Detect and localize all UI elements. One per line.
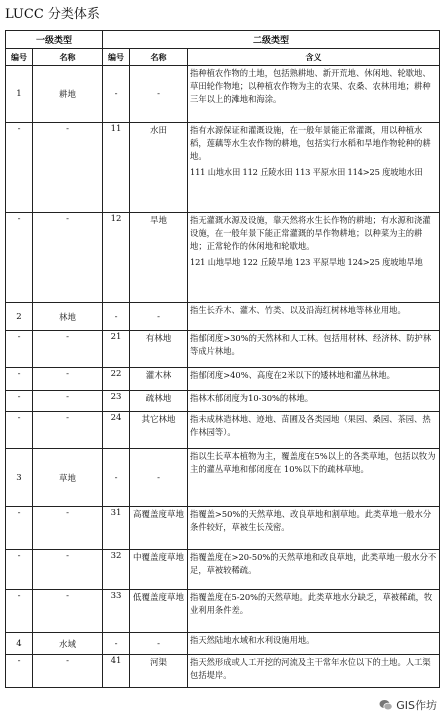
cell-level1-code: - [6,590,33,633]
cell-level1-name: - [33,412,103,449]
cell-level2-code: 12 [103,213,130,303]
meaning-text: 指覆盖度在5-20%的天然草地。此类草地水分缺乏，草被稀疏，牧业利用条件差。 [190,592,433,615]
table-row [6,66,440,123]
cell-meaning [188,368,440,391]
cell-level2-code: 41 [103,655,130,688]
cell-level1-name: - [33,590,103,633]
cell-level2-code: 21 [103,331,130,368]
cell-meaning [188,590,440,633]
cell-meaning [188,213,440,303]
cell-level2-name: 灌木林 [130,368,188,391]
cell-level1-code: 2 [6,303,33,331]
meaning-text: 指种植农作物的土地，包括熟耕地、新开荒地、休闲地、轮歇地、草田轮作物地；以种植农作物为主的农果、农桑、农林用地；耕种三年以上的滩地和海涂。 [190,68,431,104]
meaning-text: 指生长乔木、灌木、竹类、以及沿海红树林地等林业用地。 [190,305,406,315]
cell-meaning [188,331,440,368]
meaning-text: 指郁闭度>30%的天然林和人工林。包括用材林、经济林、防护林等成片林地。 [190,333,432,356]
table-row [6,331,440,368]
cell-level2-name: 低覆盖度草地 [130,590,188,633]
meaning-text: 指未成林造林地、迹地、苗圃及各类园地（果园、桑园、茶园、热作林园等）。 [190,414,431,437]
cell-level1-code: - [6,123,33,213]
table-row [6,412,440,449]
cell-level2-code: - [103,449,130,507]
cell-level1-name: - [33,507,103,550]
cell-level1-code: - [6,507,33,550]
meaning-text: 指覆盖>50%的天然草地、改良草地和割草地。此类草地一般水分条件较好，草被生长茂密。 [190,509,432,532]
cell-level1-code: 3 [6,449,33,507]
meaning-text: 指林木郁闭度为10-30%的林地。 [190,393,314,403]
cell-level1-name: - [33,213,103,303]
cell-level2-code: 31 [103,507,130,550]
watermark [376,696,440,714]
cell-level1-name: 草地 [33,449,103,507]
header-meaning: 含义 [188,49,440,66]
cell-level1-name: 林地 [33,303,103,331]
cell-level2-name: 河渠 [130,655,188,688]
cell-level2-name: - [130,633,188,655]
table-row [6,123,440,213]
cell-level1-code: 1 [6,66,33,123]
table-row [6,507,440,550]
cell-meaning [188,123,440,213]
table-row [6,391,440,412]
cell-level2-code: 32 [103,550,130,590]
cell-level1-code: - [6,412,33,449]
cell-meaning [188,412,440,449]
cell-meaning [188,391,440,412]
cell-level2-name: 疏林地 [130,391,188,412]
cell-level1-code: - [6,655,33,688]
header-level1: 一级类型 [6,31,103,49]
cell-level1-code: 4 [6,633,33,655]
wechat-icon [379,699,393,711]
meaning-text: 指有水源保证和灌溉设施，在一般年景能正常灌溉，用以种植水稻，莲藕等水生农作物的耕地，包括实行水稻和旱地作物轮种的耕地。 [190,125,431,161]
header-name2: 名称 [130,49,188,66]
cell-level1-name: - [33,331,103,368]
header-row-columns [6,49,440,66]
meaning-subclasses: 111 山地水田 112 丘陵水田 113 平原水田 114>25 度坡地水田 [190,167,423,177]
cell-level1-name: - [33,655,103,688]
cell-level1-code: - [6,550,33,590]
cell-level1-code: - [6,213,33,303]
cell-level2-name: - [130,66,188,123]
cell-level1-code: - [6,331,33,368]
cell-level2-name: 其它林地 [130,412,188,449]
meaning-text: 指郁闭度>40%、高度在2米以下的矮林地和灌丛林地。 [190,370,395,380]
header-row-level [6,31,440,49]
table-row [6,303,440,331]
meaning-text: 指以生长草本植物为主，覆盖度在5%以上的各类草地，包括以牧为主的灌丛草地和郁闭度在 10%以下的疏林草地。 [190,451,436,474]
cell-level1-code: - [6,391,33,412]
table-row [6,550,440,590]
meaning-text: 指天然陆地水域和水利设施用地。 [190,635,315,645]
meaning-text: 指天然形成或人工开挖的河流及主干常年水位以下的土地。人工渠包括堤岸。 [190,657,431,680]
cell-level2-name: - [130,449,188,507]
cell-level1-name: 水域 [33,633,103,655]
header-name: 名称 [33,49,103,66]
cell-level2-code: 33 [103,590,130,633]
cell-level1-name: - [33,550,103,590]
cell-level2-code: 24 [103,412,130,449]
cell-level2-code: - [103,633,130,655]
meaning-text: 指无灌溉水源及设施，靠天然将水生长作物的耕地；有水源和浇灌设施，在一般年景下能正常灌溉的旱作物耕地；以种菜为主的耕地；正常轮作的休闲地和轮歇地。 [190,215,431,251]
cell-level2-name: 旱地 [130,213,188,303]
cell-level1-name: - [33,123,103,213]
cell-level1-code: - [6,368,33,391]
cell-meaning [188,449,440,507]
cell-level2-name: 水田 [130,123,188,213]
watermark-text: GIS作坊 [396,699,437,712]
cell-meaning [188,633,440,655]
lucc-table [5,30,440,688]
cell-level2-code: - [103,303,130,331]
cell-meaning [188,66,440,123]
cell-meaning [188,507,440,550]
cell-meaning [188,655,440,688]
meaning-text: 指覆盖度在>20-50%的天然草地和改良草地，此类草地一般水分不足，草被较稀疏。 [190,552,437,575]
cell-level1-name: 耕地 [33,66,103,123]
cell-level2-name: 高覆盖度草地 [130,507,188,550]
cell-level2-code: 11 [103,123,130,213]
table-body [6,66,440,688]
cell-meaning [188,550,440,590]
cell-meaning [188,303,440,331]
table-row [6,213,440,303]
table-row [6,655,440,688]
header-level2: 二级类型 [103,31,440,49]
header-code2: 编号 [103,49,130,66]
cell-level2-code: - [103,66,130,123]
header-code: 编号 [6,49,33,66]
table-row [6,633,440,655]
cell-level2-name: 中覆盖度草地 [130,550,188,590]
page-title: LUCC 分类体系 [5,7,100,22]
cell-level1-name: - [33,368,103,391]
table-row [6,590,440,633]
cell-level2-name: - [130,303,188,331]
cell-level2-code: 22 [103,368,130,391]
cell-level2-name: 有林地 [130,331,188,368]
table-row [6,368,440,391]
table-row [6,449,440,507]
cell-level1-name: - [33,391,103,412]
meaning-subclasses: 121 山地旱地 122 丘陵旱地 123 平原旱地 124>25 度坡地旱地 [190,257,423,267]
cell-level2-code: 23 [103,391,130,412]
